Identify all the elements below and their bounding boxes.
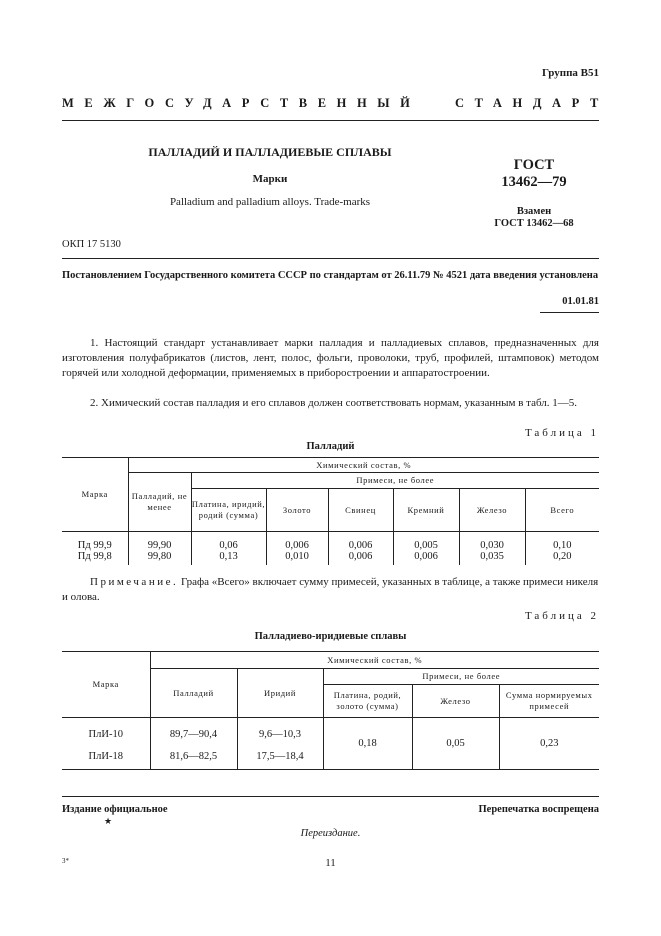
replace-number: ГОСТ 13462—68 xyxy=(494,218,574,229)
t1-row2-pb: 0,006 xyxy=(328,551,393,565)
t1-row1-si: 0,005 xyxy=(393,532,459,551)
replace-label: Взамен xyxy=(516,206,552,217)
t2-shared-fe: 0,05 xyxy=(412,718,499,770)
t1-row2-total: 0,20 xyxy=(525,551,599,565)
banner-right: СТАНДАРТ xyxy=(454,96,609,110)
t1-row2-mark: Пд 99,8 xyxy=(77,550,112,562)
t2-header-palladium: Палладий xyxy=(150,669,237,718)
standard-banner xyxy=(62,96,609,118)
t1-header-iron: Железо xyxy=(459,489,525,532)
t2-row2-pd: 81,6—82,5 xyxy=(150,744,237,770)
t2-header-iron: Железо xyxy=(412,685,499,718)
t1-header-silicon: Кремний xyxy=(393,489,459,532)
note-label: Примечание. xyxy=(90,576,179,588)
t1-header-mark: Марка xyxy=(62,458,128,532)
table-row xyxy=(62,551,599,565)
t2-shared-pt: 0,18 xyxy=(323,718,412,770)
table2-title: Палладиево-иридиевые сплавы xyxy=(254,631,407,642)
t1-row2-pt: 0,13 xyxy=(191,551,266,565)
table-row xyxy=(62,718,599,744)
t2-header-impurities: Примеси, не более xyxy=(323,669,599,685)
t1-header-palladium: Палладий, не менее xyxy=(128,473,191,532)
page-number: 11 xyxy=(325,857,336,869)
group-code: Группа В51 xyxy=(541,67,599,79)
t2-header-iridium: Иридий xyxy=(237,669,323,718)
t1-row2-fe: 0,035 xyxy=(459,551,525,565)
t2-row2-mark: ПлИ-18 xyxy=(62,744,150,770)
t1-row1-mark: Пд 99,9 xyxy=(77,539,112,551)
replace-block xyxy=(469,206,599,230)
t1-row1-au: 0,006 xyxy=(266,532,328,551)
document-title: ПАЛЛАДИЙ И ПАЛЛАДИЕВЫЕ СПЛАВЫ xyxy=(148,145,392,159)
note-text: Графа «Всего» включает сумму примесей, указанных в таблице, а также примеси никеля и олова. xyxy=(62,576,599,603)
t2-row1-ir: 9,6—10,3 xyxy=(237,718,323,744)
table1-label: Таблица 1 xyxy=(524,427,599,439)
t2-header-mark: Марка xyxy=(62,652,150,718)
okp-rule xyxy=(62,258,599,259)
date-rule xyxy=(540,312,599,313)
t1-row2-pd: 99,80 xyxy=(128,551,191,565)
table-palladium xyxy=(62,457,599,565)
t2-header-platinum-group: Платина, родий, золото (сумма) xyxy=(323,685,412,718)
table-palladium-iridium xyxy=(62,651,599,770)
table1-title: Палладий xyxy=(306,441,355,452)
reissue-note: Переиздание. xyxy=(300,828,361,839)
t1-row2-au: 0,010 xyxy=(266,551,328,565)
decree-text: Постановлением Государственного комитета СССР по стандартам от 26.11.79 № 4521 дата введения установлена xyxy=(62,270,599,281)
document-subtitle: Марки xyxy=(252,173,288,185)
t1-row2-si: 0,006 xyxy=(393,551,459,565)
okp-code: ОКП 17 5130 xyxy=(62,239,121,250)
t2-row1-mark: ПлИ-10 xyxy=(88,728,123,740)
gost-block xyxy=(469,157,599,191)
t2-row2-ir: 17,5—18,4 xyxy=(237,744,323,770)
table-row xyxy=(62,532,599,551)
effective-date: 01.01.81 xyxy=(562,296,599,307)
t1-header-composition: Химический состав, % xyxy=(128,458,599,473)
gost-label: ГОСТ xyxy=(513,157,555,173)
t1-header-total: Всего xyxy=(525,489,599,532)
t1-row1-total: 0,10 xyxy=(525,532,599,551)
t2-row1-pd: 89,7—90,4 xyxy=(150,718,237,744)
t1-row1-fe: 0,030 xyxy=(459,532,525,551)
gost-number: 13462—79 xyxy=(501,174,567,190)
t1-row1-pt: 0,06 xyxy=(191,532,266,551)
table1-note xyxy=(62,575,599,605)
star-icon: ★ xyxy=(104,816,113,826)
reprint-prohibited: Перепечатка воспрещена xyxy=(478,804,599,815)
t1-header-impurities: Примеси, не более xyxy=(191,473,599,489)
paragraph-1: 1. Настоящий стандарт устанавливает марки палладия и палладиевых сплавов, предназначенных для изготовления полуфабрикатов (листов, лент, полос, фольги, проволоки, труб, профилей, штамповок) методом горячей или холодной деформации, применяемых в приборостроении и аппаратостроении. xyxy=(62,337,599,379)
table2-label: Таблица 2 xyxy=(524,610,599,622)
t1-row1-pb: 0,006 xyxy=(328,532,393,551)
t1-header-gold: Золото xyxy=(266,489,328,532)
paragraph-2: 2. Химический состав палладия и его сплавов должен соответствовать нормам, указанным в табл. 1—5. xyxy=(90,397,578,409)
banner-left: МЕЖГОСУДАРСТВЕННЫЙ xyxy=(62,96,421,110)
official-edition: Издание официальное xyxy=(62,804,168,815)
t1-header-platinum-group: Платина, иридий, родий (сумма) xyxy=(191,489,266,532)
t1-row1-pd: 99,90 xyxy=(128,532,191,551)
t2-header-composition: Химический состав, % xyxy=(150,652,599,669)
header-rule xyxy=(62,120,599,121)
english-title: Palladium and palladium alloys. Trade-marks xyxy=(169,196,371,208)
t2-header-sum-norm: Сумма нормируемых примесей xyxy=(499,685,599,718)
t1-header-lead: Свинец xyxy=(328,489,393,532)
sheet-signature: 3* xyxy=(62,857,69,865)
t2-shared-sum: 0,23 xyxy=(499,718,599,770)
footer-rule xyxy=(62,796,599,797)
